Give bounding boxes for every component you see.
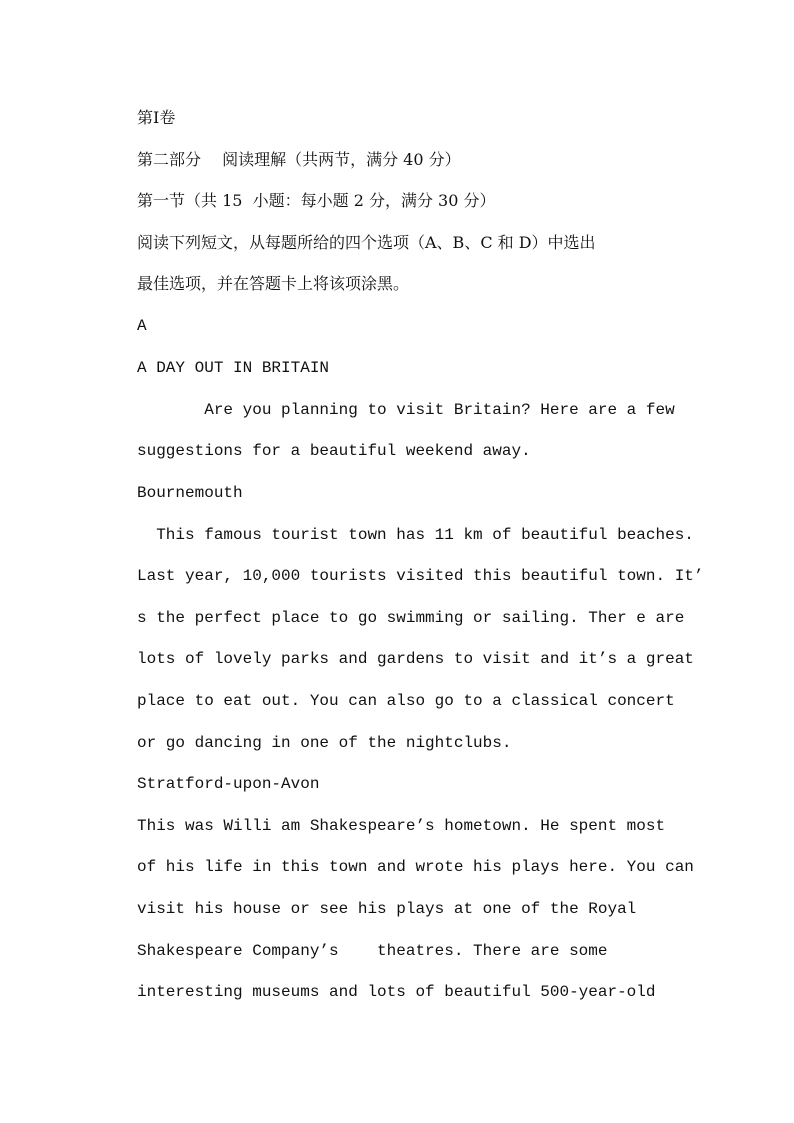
bournemouth-line-6: or go dancing in one of the nightclubs. [137,734,512,752]
instruction-line-1: 阅读下列短文，从每题所给的四个选项（A、B、C 和 D）中选出 [137,233,596,252]
section-heading: 第一节（共 15 小题：每小题 2 分，满分 30 分） [137,191,496,210]
stratford-line-3: visit his house or see his plays at one of the Royal [137,900,637,918]
bournemouth-line-4: lots of lovely parks and gardens to visit and it’s a great [137,650,694,668]
volume-heading: 第I卷 [137,108,176,127]
bournemouth-line-3: s the perfect place to go swimming or sailing. Ther e are [137,609,685,627]
place-name-bournemouth: Bournemouth [137,484,243,502]
instruction-line-2: 最佳选项，并在答题卡上将该项涂黑。 [137,274,410,293]
passage-title: A DAY OUT IN BRITAIN [137,359,330,377]
intro-line-2: suggestions for a beautiful weekend away. [137,442,531,460]
intro-line-1: Are you planning to visit Britain? Here are a few [137,401,675,419]
bournemouth-line-5: place to eat out. You can also go to a classical concert [137,692,675,710]
place-name-stratford: Stratford-upon-Avon [137,775,320,793]
stratford-line-5: interesting museums and lots of beautiful 500-year-old [137,983,656,1001]
bournemouth-line-2: Last year, 10,000 tourists visited this beautiful town. It’ [137,567,704,585]
passage-label: A [137,317,147,335]
stratford-line-1: This was Willi am Shakespeare’s hometown. He spent most [137,817,666,835]
stratford-line-4: Shakespeare Company’s theatres. There are some [137,942,608,960]
stratford-line-2: of his life in this town and wrote his plays here. You can [137,858,694,876]
part-heading: 第二部分 阅读理解（共两节，满分 40 分） [137,150,461,169]
bournemouth-line-1: This famous tourist town has 11 km of beautiful beaches. [137,526,694,544]
